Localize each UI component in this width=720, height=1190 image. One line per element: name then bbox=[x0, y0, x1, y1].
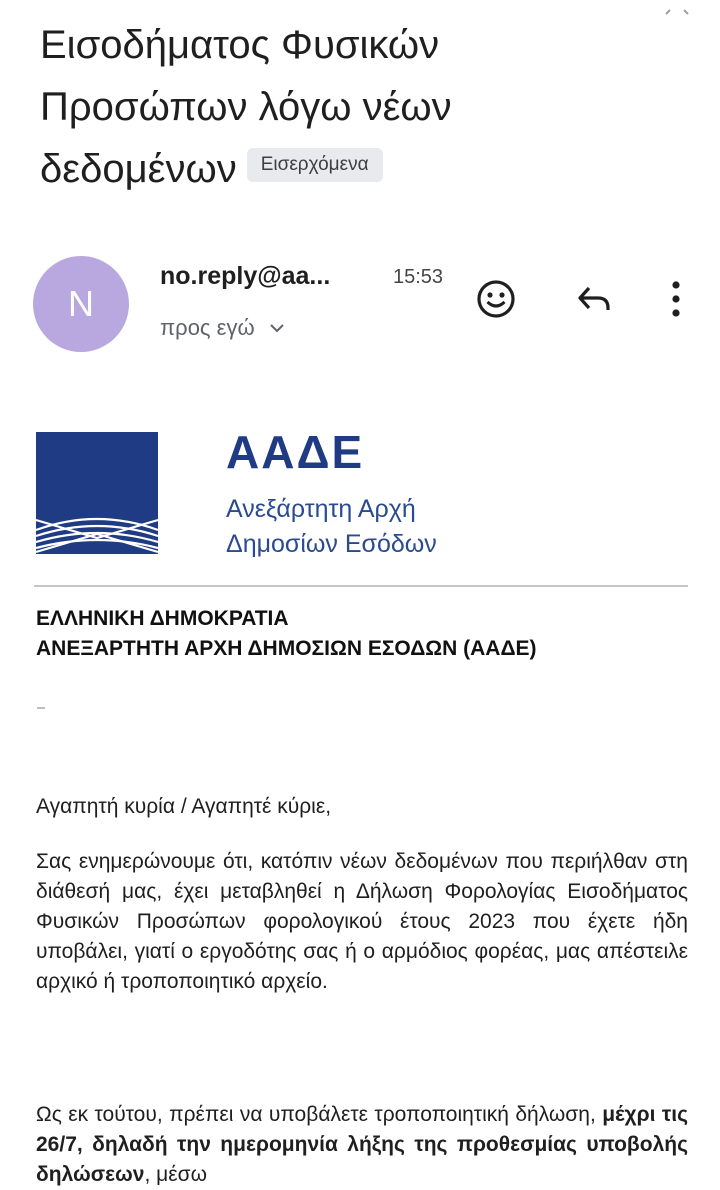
spacer-mark bbox=[37, 707, 45, 709]
email-paragraph-2 bbox=[36, 1100, 688, 1190]
reply-button[interactable] bbox=[570, 275, 618, 323]
org-line-2: ΑΝΕΞΑΡΤΗΤΗ ΑΡΧΗ ΔΗΜΟΣΙΩΝ ΕΣΟΔΩΝ (ΑΑΔΕ) bbox=[36, 637, 537, 660]
email-paragraph-1: Σας ενημερώνουμε ότι, κατόπιν νέων δεδομένων που περιήλθαν στη διάθεσή μας, έχει μεταβληθεί η Δήλωση Φορολογίας Εισοδήματος Φυσικών Προσώπων φορολογικού έτους 2023 που έχετε ήδη υποβάλει, γιατί ο εργοδότης σας ή ο αρμόδιος φορέας, μας απέστειλε αρχικό ή τροποποιητικό αρχείο. bbox=[36, 850, 688, 993]
recipient-toggle[interactable] bbox=[160, 315, 285, 341]
email-greeting: Αγαπητή κυρία / Αγαπητέ κύριε, bbox=[36, 795, 332, 818]
more-vert-icon bbox=[668, 279, 684, 319]
email-time: 15:53 bbox=[393, 266, 444, 288]
logo-subtitle-line-2: Δημοσίων Εσόδων bbox=[226, 530, 437, 558]
divider bbox=[34, 585, 688, 587]
recipient-label: προς εγώ bbox=[160, 315, 255, 340]
paragraph-2-start: Ως εκ τούτου, πρέπει να υποβάλετε τροποποιητική δήλωση, bbox=[36, 1103, 603, 1126]
sender-organization bbox=[36, 604, 537, 664]
org-line-1: ΕΛΛΗΝΙΚΗ ΔΗΜΟΚΡΑΤΙΑ bbox=[36, 607, 289, 630]
subject-line-2: Προσώπων λόγω νέων bbox=[40, 85, 452, 129]
subject-line-1: Εισοδήματος Φυσικών bbox=[40, 23, 440, 67]
sender-avatar[interactable]: N bbox=[33, 256, 129, 352]
reply-icon bbox=[572, 277, 616, 321]
more-options-button[interactable] bbox=[652, 275, 700, 323]
chevron-down-icon bbox=[269, 322, 285, 334]
sender-name[interactable]: no.reply@aa... bbox=[160, 262, 331, 290]
logo-subtitle-line-1: Ανεξάρτητη Αρχή bbox=[226, 495, 416, 523]
deadline-text: μέχρι τις 26/7, δηλαδή την ημερομηνία λήξης της προθεσμίας υποβολής δηλώσεων bbox=[36, 1103, 688, 1186]
aade-logo-subtitle bbox=[226, 492, 437, 562]
subject-line-3-text: δεδομένων bbox=[40, 147, 237, 191]
aade-logo-title: ΑΑΔΕ bbox=[226, 426, 365, 478]
inbox-label-chip[interactable]: Εισερχόμενα bbox=[247, 148, 383, 182]
add-reaction-icon bbox=[474, 277, 518, 321]
scroll-edge-icon bbox=[664, 6, 690, 16]
paragraph-2-end: , μέσω bbox=[144, 1163, 207, 1186]
aade-logo-icon bbox=[36, 432, 158, 554]
add-reaction-button[interactable] bbox=[472, 275, 520, 323]
email-subject bbox=[40, 14, 680, 200]
subject-line-3 bbox=[40, 138, 680, 200]
